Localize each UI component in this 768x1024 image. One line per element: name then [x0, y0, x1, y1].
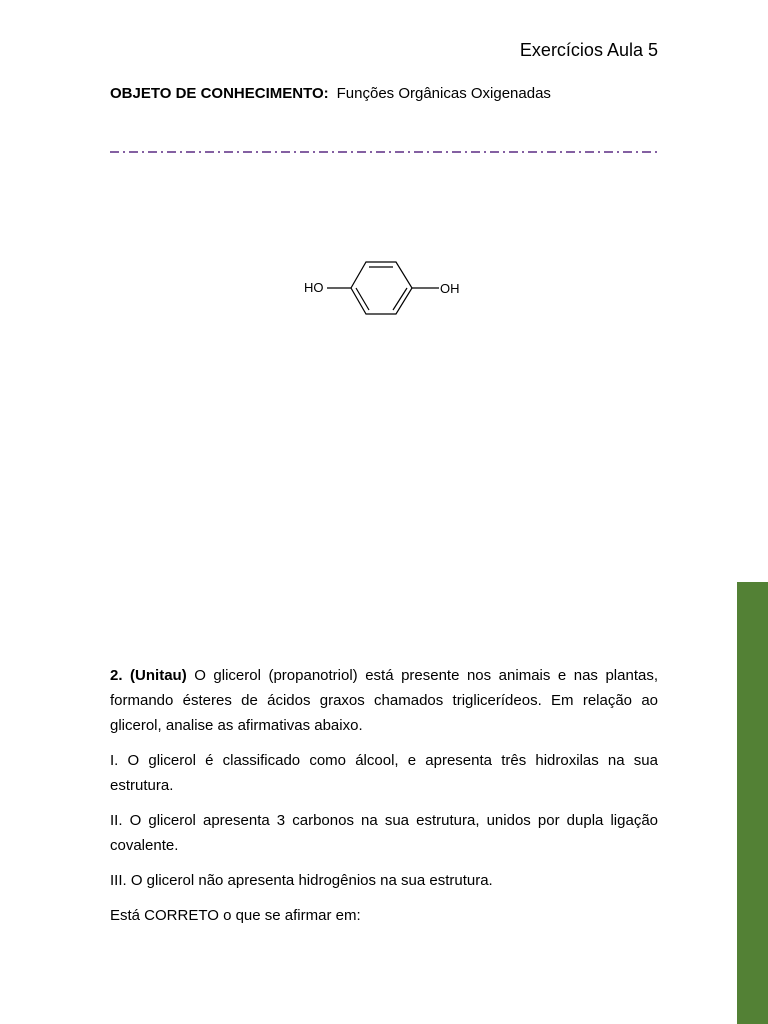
subject-line: [110, 85, 551, 102]
benzene-ring: [327, 262, 439, 314]
subject-label: OBJETO DE CONHECIMENTO:: [110, 85, 329, 102]
left-hydroxyl-label: HO: [304, 280, 324, 295]
question-intro-text: O glicerol (propanotriol) está presente nos animais e nas plantas, formando ésteres de ácidos graxos chamados triglicerídeos. Em relação ao glicerol, analise as afirmativas abaixo.: [110, 667, 658, 734]
right-hydroxyl-label: OH: [440, 281, 460, 296]
question-intro: [110, 663, 658, 738]
question-prompt: Está CORRETO o que se afirmar em:: [110, 907, 361, 924]
statement-3: III. O glicerol não apresenta hidrogênios na sua estrutura.: [110, 872, 493, 889]
side-accent-bar: [737, 582, 768, 1024]
statement-2: II. O glicerol apresenta 3 carbonos na sua estrutura, unidos por dupla ligação covalente.: [110, 812, 658, 854]
statement-1: I. O glicerol é classificado como álcool, e apresenta três hidroxilas na sua estrutura.: [110, 752, 658, 794]
page-title: Exercícios Aula 5: [519, 40, 658, 60]
dash-dot-divider: [110, 150, 660, 154]
question-2: [110, 663, 658, 938]
question-source: (Unitau): [130, 667, 187, 684]
subject-value: Funções Orgânicas Oxigenadas: [336, 85, 551, 102]
hydroquinone-structure: [296, 252, 476, 324]
question-number: 2.: [110, 667, 123, 684]
